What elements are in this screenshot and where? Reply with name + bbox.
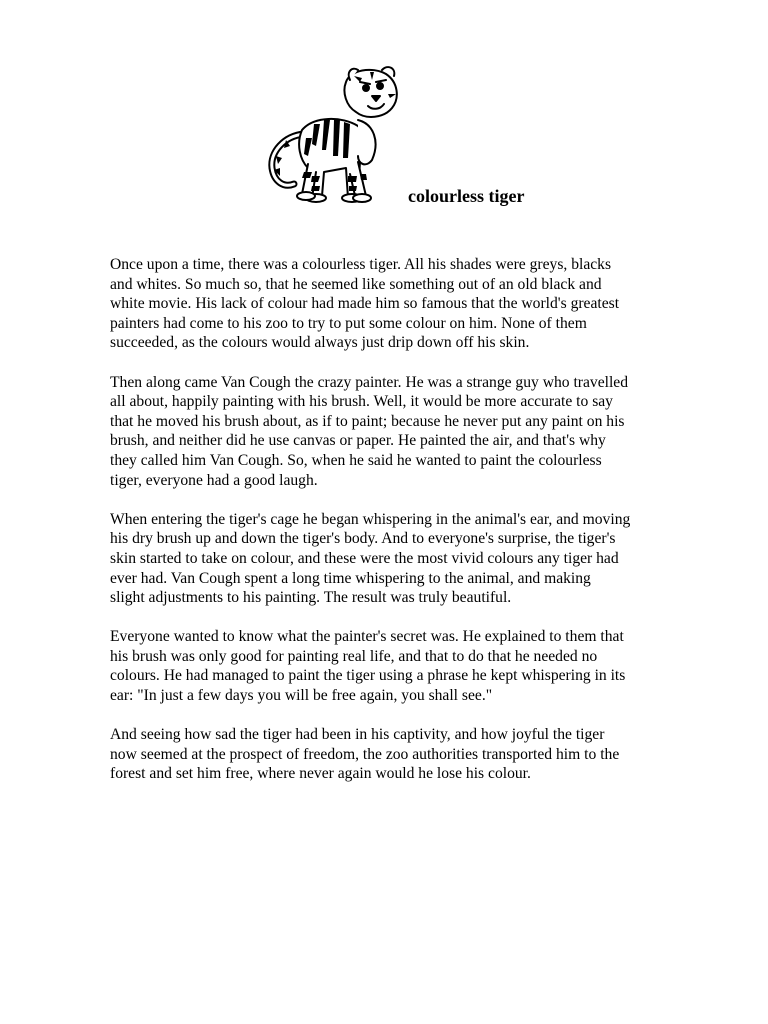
text-line: When entering the tiger's cage he began whispering in the animal's ear, and moving	[110, 510, 631, 528]
text-line: his brush was only good for painting real life, and that to do that he needed no	[110, 647, 598, 665]
paragraph	[110, 373, 730, 491]
text-line: his dry brush up and down the tiger's body. And to everyone's surprise, the tiger's	[110, 530, 616, 548]
paragraph	[110, 510, 730, 608]
text-line: Everyone wanted to know what the painter's secret was. He explained to them that	[110, 628, 624, 646]
text-line: succeeded, as the colours would always just drip down off his skin.	[110, 334, 530, 352]
text-line: colours. He had managed to paint the tiger using a phrase he kept whispering in its	[110, 667, 626, 685]
text-line: Once upon a time, there was a colourless tiger. All his shades were greys, blacks	[110, 256, 612, 273]
text-line: skin started to take on colour, and these were the most vivid colours any tiger had	[110, 549, 619, 567]
text-line: slight adjustments to his painting. The result was truly beautiful.	[110, 589, 512, 607]
paragraph	[110, 255, 730, 353]
text-line: they called him Van Cough. So, when he said he wanted to paint the colourless	[110, 451, 602, 469]
text-line: And seeing how sad the tiger had been in his captivity, and how joyful the tiger	[110, 726, 605, 744]
text-line: now seemed at the prospect of freedom, the zoo authorities transported him to the	[110, 745, 620, 763]
text-line: Then along came Van Cough the crazy painter. He was a strange guy who travelled	[110, 373, 629, 391]
text-line: white movie. His lack of colour had made him so famous that the world's greatest	[110, 295, 620, 313]
text-line: all about, happily painting with his brush. Well, it would be more accurate to say	[110, 393, 613, 411]
text-line: ever had. Van Cough spent a long time whispering to the animal, and making	[110, 569, 591, 587]
text-line: and whites. So much so, that he seemed like something out of an old black and	[110, 275, 602, 293]
text-line: ear: "In just a few days you will be free again, you shall see."	[110, 687, 493, 705]
story-body	[110, 255, 730, 804]
text-line: tiger, everyone had a good laugh.	[110, 471, 318, 489]
text-line: that he moved his brush about, as if to paint; because he never put any paint on his	[110, 412, 625, 430]
document-title: colourless tiger	[408, 186, 525, 206]
text-line: painters had come to his zoo to try to put some colour on him. None of them	[110, 314, 587, 332]
paragraph	[110, 725, 730, 784]
paragraph	[110, 627, 730, 705]
tiger-illustration	[262, 64, 410, 214]
text-line: brush, and neither did he use canvas or paper. He painted the air, and that's why	[110, 432, 606, 450]
text-line: forest and set him free, where never again would he lose his colour.	[110, 765, 531, 783]
